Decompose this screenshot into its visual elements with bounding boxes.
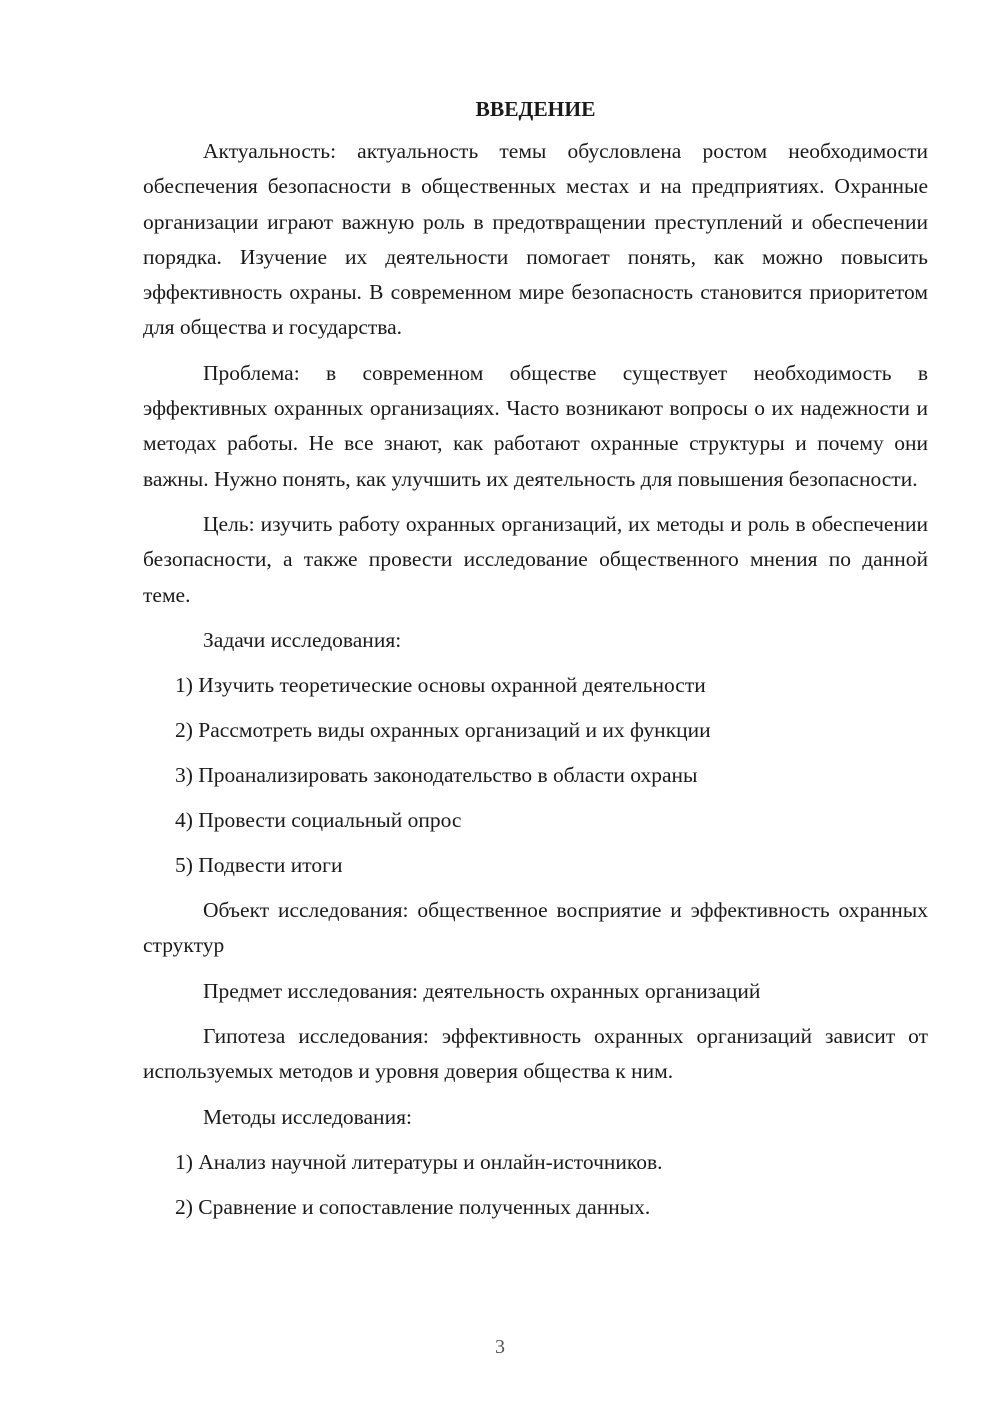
tasks-heading: Задачи исследования: — [203, 627, 402, 652]
subject-paragraph: Предмет исследования: деятельность охранных организаций — [203, 978, 761, 1003]
object-paragraph: Объект исследования: общественное восприятие и эффективность охранных структур — [143, 898, 928, 958]
list-item: 1) Изучить теоретические основы охранной деятельности — [175, 673, 706, 698]
page-content — [143, 92, 928, 1235]
methods-heading: Методы исследования: — [203, 1104, 412, 1129]
relevance-paragraph: Актуальность: актуальность темы обусловлена ростом необходимости обеспечения безопасности в общественных местах и на предприятиях. Охранные организации играют важную роль в предотвращении преступлений и обеспечении порядка. Изучение их деятельности помогает понять, как можно повысить эффективность охраны. В современном мире безопасность становится приоритетом для общества и государства. — [143, 139, 928, 340]
list-item: 5) Подвести итоги — [175, 853, 343, 878]
section-title: ВВЕДЕНИЕ — [475, 97, 596, 121]
list-item: 2) Сравнение и сопоставление полученных данных. — [175, 1194, 651, 1219]
hypothesis-paragraph: Гипотеза исследования: эффективность охранных организаций зависит от используемых методов и уровня доверия общества к ним. — [143, 1024, 928, 1084]
list-item: 4) Провести социальный опрос — [175, 808, 462, 833]
page-number: 3 — [495, 1336, 505, 1358]
list-item: 2) Рассмотреть виды охранных организаций и их функции — [175, 718, 711, 743]
list-item: 3) Проанализировать законодательство в области охраны — [175, 763, 698, 788]
problem-paragraph: Проблема: в современном обществе существует необходимость в эффективных охранных организациях. Часто возникают вопросы о их надежности и методах работы. Не все знают, как работают охранные структуры и почему они важны. Нужно понять, как улучшить их деятельность для повышения безопасности. — [143, 360, 928, 491]
list-item: 1) Анализ научной литературы и онлайн-источников. — [175, 1149, 663, 1174]
goal-paragraph: Цель: изучить работу охранных организаций, их методы и роль в обеспечении безопасности, а также провести исследование общественного мнения по данной теме. — [143, 511, 928, 607]
